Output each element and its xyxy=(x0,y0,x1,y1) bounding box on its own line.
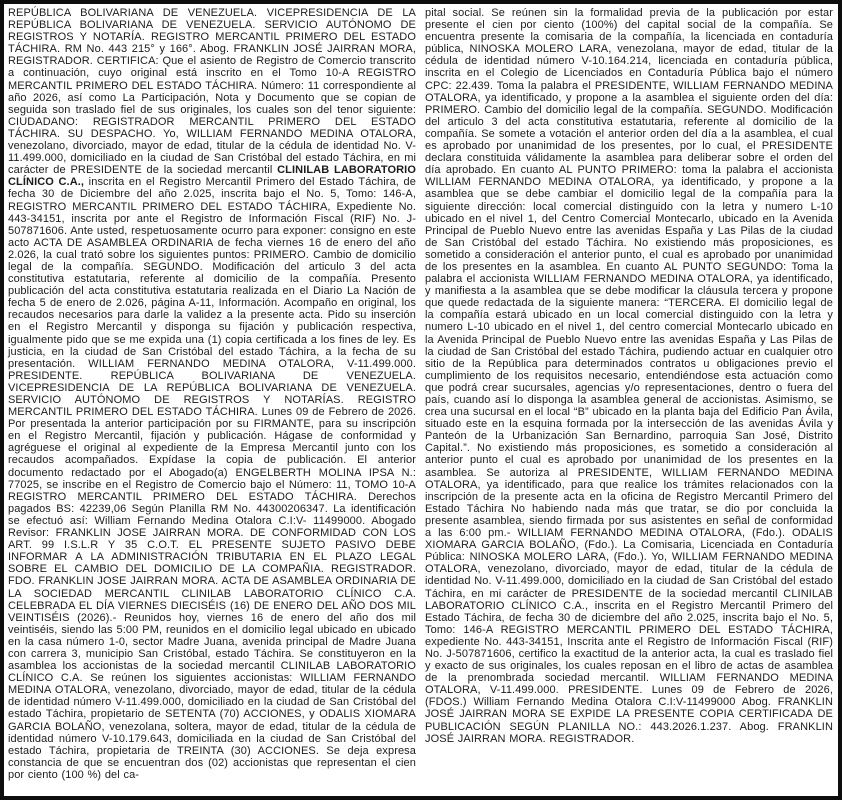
document-column-right: pital social. Se reúnen sin la formalidad previa de la publicación por estar presente el cien por ciento (100%) del capital social de la compañía. Se encuentra presente la comisaria de la compañía, la licenciada en contaduría pública, NINOSKA MOLERO LARA, venezolana, mayor de edad, titular de la cédula de identidad número V-10.164.214, licenciada en contaduría pública, inscrita en el Colegio de Licenciados en Contaduría Pública bajo el número CPC: 22.439. Toma la palabra el PRESIDENTE, WILLIAM FERNANDO MEDINA OTALORA, ya identificado, y propone a la asamblea el siguiente orden del día: PRIMERO. Cambio del domicilio legal de la compañía. SEGUNDO. Modificación del articulo 3 del acta constitutiva estatutaria, referente al domicilio de la compañía. Se somete a votación el anterior orden del día a la asamblea, el cual es aprobado por unanimidad de los presentes, por lo cual, el PRESIDENTE declara constituida válidamente la asamblea para deliberar sobre el orden del día aprobado. En cuanto AL PUNTO PRIMERO: toma la palabra el accionista WILLIAM FERNANDO MEDINA OTALORA, ya identificado, y propone a la asamblea que se debe cambiar el domicilio legal de la compañía para la siguiente dirección: local comercial distinguido con la letra y numero L-10 ubicado en el nivel 1, del Centro Comercial Montecarlo, ubicado en la Avenida Principal de Pueblo Nuevo entre las avenidas España y Las Pilas de la ciudad de San Cristóbal del estado Táchira. No existiendo más proposiciones, es sometido a consideración el anterior punto, el cual es aprobado por unanimidad de los presentes en la asamblea. En cuanto AL PUNTO SEGUNDO: Toma la palabra el accionista WILLIAM FERNANDO MEDINA OTALORA, ya identificado, y manifiesta a la asamblea que se debe modificar la cláusula tercera y propone que quede redactada de la siguiente manera: “TERCERA. El domicilio legal de la compañía estará ubicado en un local comercial distinguido con la letra y numero L-10 ubicado en el nivel 1, del centro comercial Montecarlo ubicado en la Avenida Principal de Pueblo Nuevo entre las avenidas España y Las Pilas de la ciudad de San Cristóbal del estado Táchira, pudiendo actuar en cualquier otro sitio de la República para determinados contratos u obligaciones previo el cumplimiento de los requisitos necesario, entendiéndose esta actuación como que podrá crear sucursales, agencias y/o representaciones, dentro o fuera del país, cuando así lo disponga la asamblea general de accionistas. Asimismo, se crea una sucursal en el local “B” ubicado en la planta baja del Edificio Pan Ávila, situado este en la esquina formada por la intersección de las avenidas Ávila y Panteón de la Urbanización San Bernardino, parroquia San José, Distrito Capital.”. No existiendo más proposiciones, es sometido a consideración al anterior punto el cual es aprobado por unanimidad de los presentes en la asamblea. Se autoriza al PRESIDENTE, WILLIAM FERNANDO MEDINA OTALORA, ya identificado, para que realice los trámites relacionados con la inscripción de la presente acta en la oficina de Registro Mercantil Primero del Estado Táchira No habiendo nada más que tratar, se dio por concluida la presente asamblea, siendo firmada por sus asistentes en señal de conformidad a las 6:00 pm.- WILLIAM FERNANDO MEDINA OTALORA, (Fdo.). ODALIS XIOMARA GARCIA BOLAÑO, (Fdo.). La Comisaria, Licenciada en Contaduría Pública: NINOSKA MOLERO LARA, (Fdo.). Yo, WILLIAM FERNANDO MEDINA OTALORA, venezolano, divorciado, mayor de edad, titular de la cédula de identidad No. V-11.499.000, domiciliado en la ciudad de San Cristóbal del estado Táchira, en mi carácter de PRESIDENTE de la sociedad mercantil CLINILAB LABORATORIO CLÍNICO C.A., inscrita en el Registro Mercantil Primero del Estado Táchira, de fecha 30 de diciembre del año 2.025, inscrita bajo el No. 5, Tomo: 146-A REGISTRO MERCANTIL PRIMERO DEL ESTADO TÁCHIRA, expediente No. 443-34151, Inscrita ante el Registro de Información Fiscal (RIF) No. J-507871606, certifico la exactitud de la anterior acta, la cual es traslado fiel y exacto de sus originales, los cuales reposan en el libro de actas de asamblea de la prenombrada sociedad mercantil. WILLIAM FERNANDO MEDINA OTALORA, V-11.499.000. PRESIDENTE. Lunes 09 de Febrero de 2026, (FDOS.) William Fernando Medina Otalora C.I:V-11499000 Abog. FRANKLIN JOSÉ JAIRRAN MORA SE EXPIDE LA PRESENTE COPIA CERTIFICADA DE PUBLICACIÓN SEGÚN PLANILLA NO.: 443.2026.1.237. Abog. FRANKLIN JOSÉ JAIRRAN MORA. REGISTRADOR. xyxy=(425,7,833,745)
document-column-left: REPÚBLICA BOLIVARIANA DE VENEZUELA. VICEPRESIDENCIA DE LA REPÚBLICA BOLIVARIANA DE VENEZUELA. SERVICIO AUTÓNOMO DE REGISTROS Y NOTARÍA. REGISTRO MERCANTIL PRIMERO DEL ESTADO TÁCHIRA. RM No. 443 215° y 166°. Abog. FRANKLIN JOSÉ JAIRRAN MORA, REGISTRADOR. CERTIFICA: Que el asiento de Registro de Comercio transcrito a continuación, cuyo original está inscrito en el Tomo 10-A REGISTRO MERCANTIL PRIMERO DEL ESTADO TÁCHIRA. Número: 11 correspondiente al año 2026, así como La Participación, Nota y Documento que se copian de seguida son traslado fiel de sus originales, los cuales son del tenor siguiente: CIUDADANO: REGISTRADOR MERCANTIL PRIMERO DEL ESTADO TÁCHIRA. SU DESPACHO. Yo, WILLIAM FERNANDO MEDINA OTALORA, venezolano, divorciado, mayor de edad, titular de la cédula de identidad No. V-11.499.000, domiciliado en la ciudad de San Cristóbal del estado Táchira, en mi carácter de PRESIDENTE de la sociedad mercantil CLINILAB LABORATORIO CLÍNICO C.A., inscrita en el Registro Mercantil Primero del Estado Táchira, de fecha 30 de Diciembre del año 2.025, inscrita bajo el No. 5, Tomo: 146-A, REGISTRO MERCANTIL PRIMERO DEL ESTADO TÁCHIRA, Expediente No. 443-34151, inscrita por ante el Registro de Información Fiscal (RIF) No. J-507871606. Ante usted, respetuosamente ocurro para exponer: consigno en este acto ACTA DE ASAMBLEA ORDINARIA de fecha viernes 16 de enero del año 2.026, la cual trató sobre los siguientes puntos: PRIMERO. Cambio de domicilio legal de la compañía. SEGUNDO. Modificación del articulo 3 del acta constitutiva estatutaria, referente al domicilio de la compañía. Presento publicación del acta constitutiva estatutaria realizada en el Diario La Nación de fecha 5 de enero de 2.026, página A-11, Información. Acompaño en original, los recaudos necesarios para darle la validez a la presente acta. Pido su inserción en el Registro Mercantil y disponga su fijación y publicación respectiva, igualmente pido que se me expida una (1) copia certificada a los fines de ley. Es justicia, en la ciudad de San Cristóbal del estado Táchira, a la fecha de su presentación. WILLIAM FERNANDO MEDINA OTALORA, V-11.499.000. PRESIDENTE. REPÚBLICA BOLIVARIANA DE VENEZUELA. VICEPRESIDENCIA DE LA REPÚBLICA BOLIVARIANA DE VENEZUELA. SERVICIO AUTÓNOMO DE REGISTROS Y NOTARÍAS. REGISTRO MERCANTIL PRIMERO DEL ESTADO TÁCHIRA. Lunes 09 de Febrero de 2026. Por presentada la anterior participación por su FIRMANTE, para su inscripción en el Registro Mercantil, fijación y publicación. Hágase de conformidad y agréguese el original al expediente de la Empresa Mercantil junto con los recaudos acompañados. Expídase la copia de publicación. El anterior documento redactado por el Abogado(a) ENGELBERTH MOLINA IPSA N.: 77025, se inscribe en el Registro de Comercio bajo el Número: 11, TOMO 10-A REGISTRO MERCANTIL PRIMERO DEL ESTADO TÁCHIRA. Derechos pagados BS: 42239,06 Según Planilla RM No. 44300206347. La identificación se efectuó así: William Fernando Medina Otalora C.I:V- 11499000. Abogado Revisor: FRANKLIN JOSE JAIRRAN MORA. DE CONFORMIDAD CON LOS ART. 99 I.S.L.R Y 35 C.O.T. EL PRESENTE SUJETO PASIVO DEBE INFORMAR A LA ADMINISTRACIÓN TRIBUTARIA EN EL PLAZO LEGAL SOBRE EL CAMBIO DEL DOMICILIO DE LA COMPAÑIA. REGISTRADOR. FDO. FRANKLIN JOSE JAIRRAN MORA. ACTA DE ASAMBLEA ORDINARIA DE LA SOCIEDAD MERCANTIL CLINILAB LABORATORIO CLÍNICO C.A. CELEBRADA EL DÍA VIERNES DIECISÉIS (16) DE ENERO DEL AÑO DOS MIL VEINTISÉIS (2026).- Reunidos hoy, viernes 16 de enero del año dos mil veintiséis, siendo las 5:00 PM, reunidos en el domicilio legal ubicado en ubicado en la casa número 1-0, sector Madre Juana, avenida principal de Madre Juana con carrera 3, municipio San Cristóbal, estado Táchira. Se constituyeron en la asamblea los accionistas de la sociedad mercantil CLINILAB LABORATORIO CLÍNICO C.A. Se reúnen los siguientes accionistas: WILLIAM FERNANDO MEDINA OTALORA, venezolano, divorciado, mayor de edad, titular de la cédula de identidad número V-11.499.000, domiciliado en la ciudad de San Cristóbal del estado Táchira, propietario de SETENTA (70) ACCIONES, y ODALIS XIOMARA GARCIA BOLAÑO, venezolana, soltera, mayor de edad, titular de la cédula de identidad número V-10.179.643, domiciliada en la ciudad de San Cristóbal del estado Táchira, propietaria de TREINTA (30) ACCIONES. Se deja expresa constancia de que se encuentran dos (02) accionistas que representan el cien por ciento (100 %) del ca- xyxy=(8,7,416,781)
